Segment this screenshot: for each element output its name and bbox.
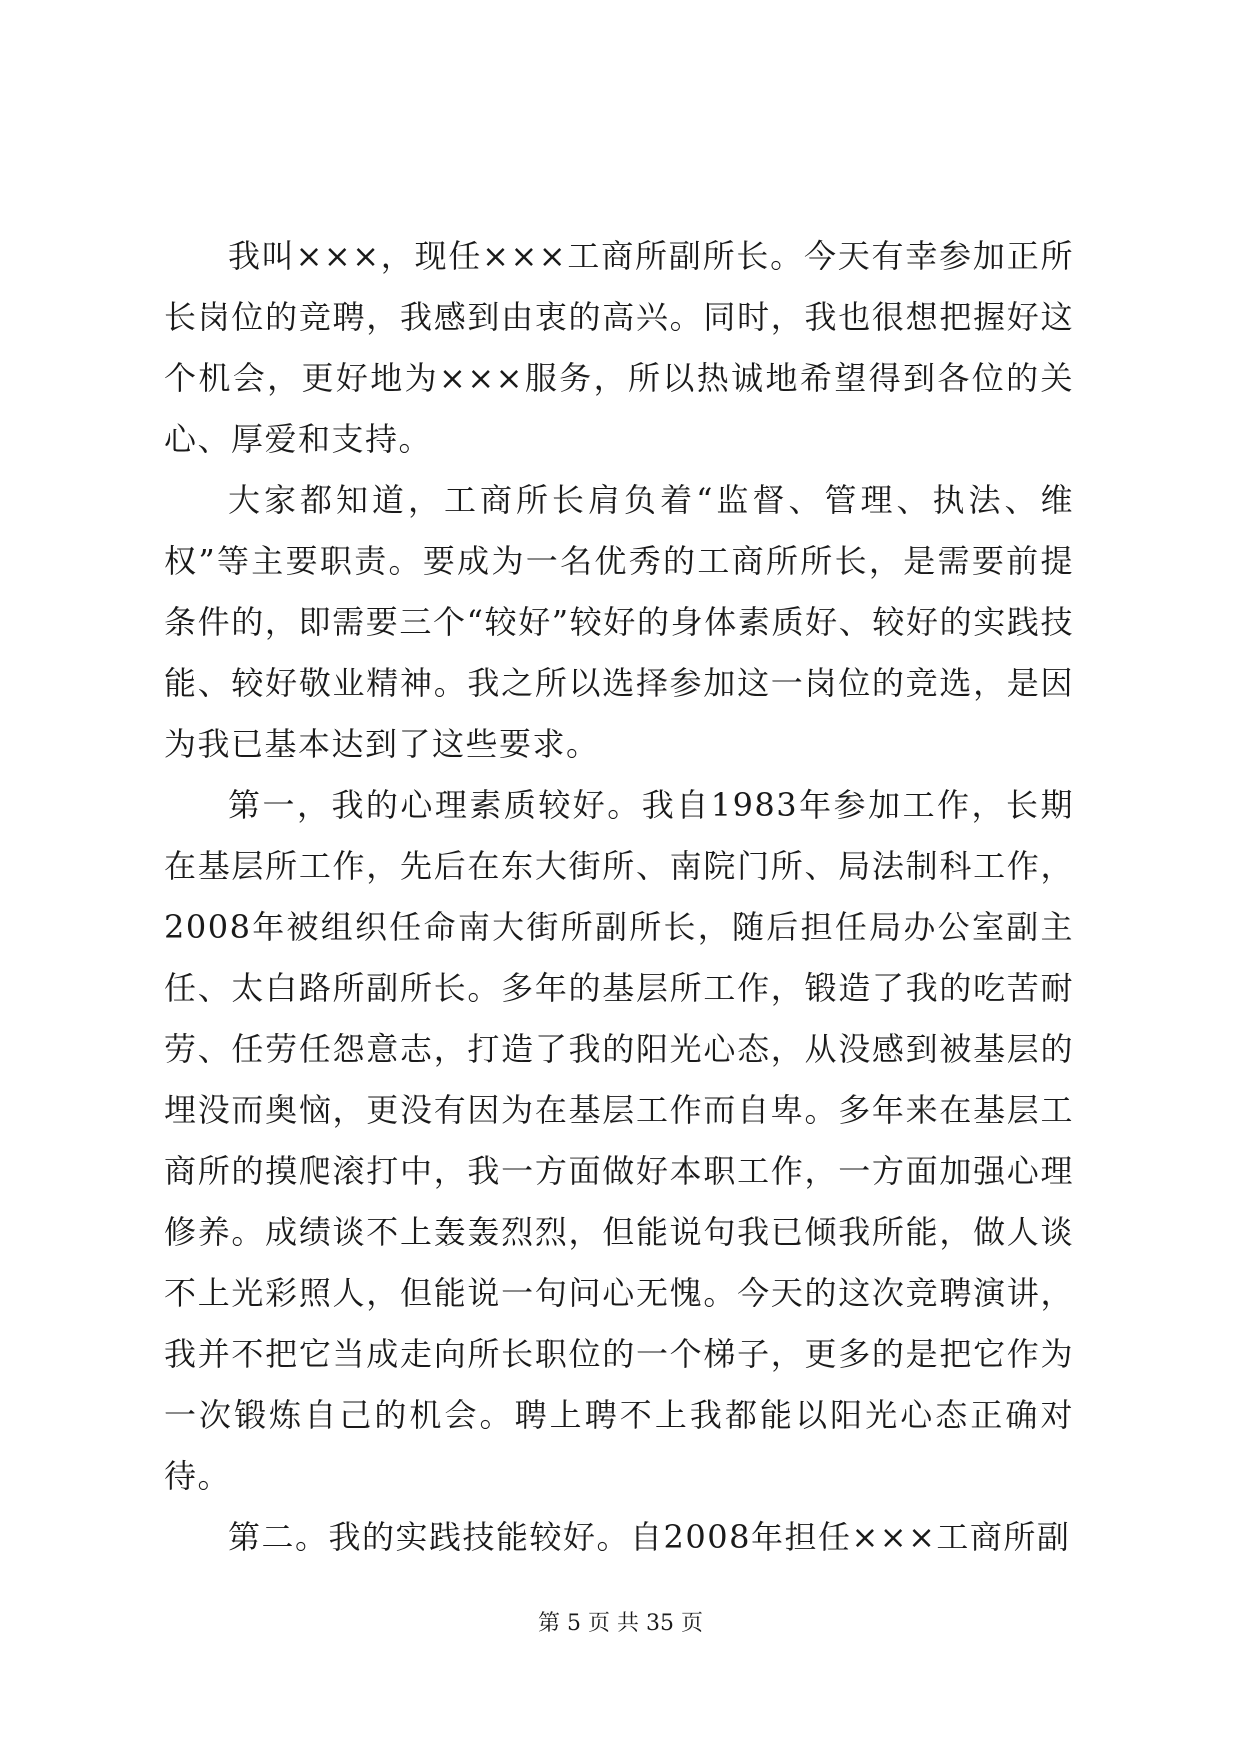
- paragraph-4: 第二。我的实践技能较好。自2008年担任×××工商所副: [228, 1518, 1071, 1556]
- page-number-footer: 第 5 页 共 35 页: [538, 1611, 703, 1636]
- paragraph-3: 第一，我的心理素质较好。我自1983年参加工作，长期在基层所工作，先后在东大街所、南院门所、局法制科工作，2008年被组织任命南大街所副所长，随后担任局办公室副主任、太白路所副所长。多年的基层所工作，锻造了我的吃苦耐劳、任劳任怨意志，打造了我的阳光心态，从没感到被基层的埋没而奥恼，更没有因为在基层工作而自卑。多年来在基层工商所的摸爬滚打中，我一方面做好本职工作，一方面加强心理修养。成绩谈不上轰轰烈烈，但能说句我已倾我所能，做人谈不上光彩照人，但能说一句问心无愧。今天的这次竞聘演讲，我并不把它当成走向所长职位的一个梯子，更多的是把它作为一次锻炼自己的机会。聘上聘不上我都能以阳光心态正确对待。: [164, 786, 1074, 1495]
- paragraph-1: 我叫×××，现任×××工商所副所长。今天有幸参加正所长岗位的竞聘，我感到由衷的高兴。同时，我也很想把握好这个机会，更好地为×××服务，所以热诚地希望得到各位的关心、厚爱和支持。: [164, 237, 1074, 458]
- paragraph-2: 大家都知道，工商所长肩负着“监督、管理、执法、维权”等主要职责。要成为一名优秀的工商所所长，是需要前提条件的，即需要三个“较好”较好的身体素质好、较好的实践技能、较好敬业精神。我之所以选择参加这一岗位的竞选，是因为我已基本达到了这些要求。: [164, 481, 1074, 763]
- document-body: [164, 226, 1074, 1568]
